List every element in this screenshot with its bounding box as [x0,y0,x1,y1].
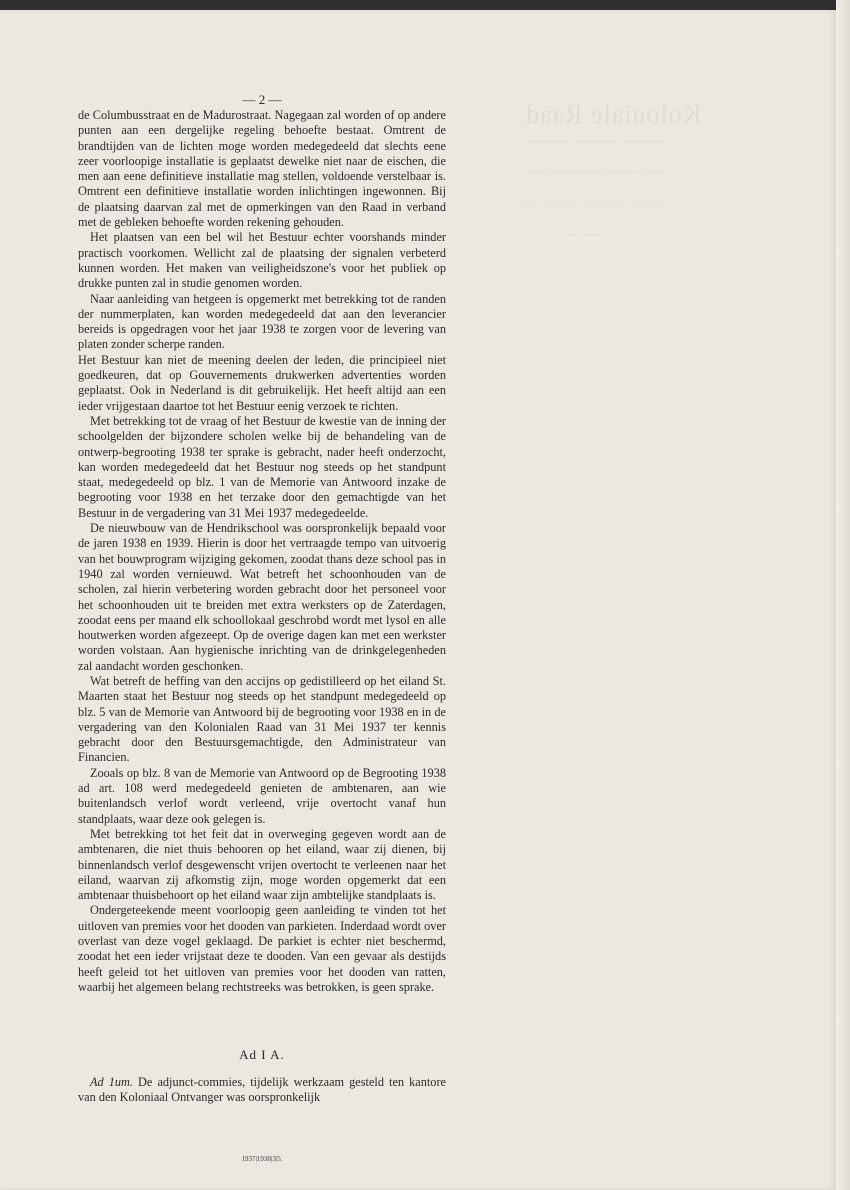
section-heading: Ad I A. [239,1047,285,1062]
paragraph: Het Bestuur kan niet de meening deelen der leden, die principieel niet goedkeuren, dat op Gouvernements drukwerken advertenties worden geplaatst. Ook in Nederland is dit gebruikelijk. Het heeft altijd aan een ieder vrijgestaan daartoe tot het Bestuur eenig verzoek te richten. [78,352,446,413]
paragraph: de Columbusstraat en de Madurostraat. Nagegaan zal worden of op andere punten aan een dergelijke regeling behoefte bestaat. Omtrent de brandtijden van de lichten moge worden medegedeeld dat slechts eene zeer voorloopige installatie is geplaatst dewelke niet naar de eischen, die men aan eene definitieve installatie mag stellen, voldoende verstelbaar is. Omtrent een definitieve installatie worden inlichtingen ingewonnen. Bij de plaatsing daarvan zal met de opmerkingen van den Raad in verband met de gebleken behoefte worden rekening gehouden. [78,108,446,230]
paragraph: Het plaatsen van een bel wil het Bestuur echter voorshands minder practisch voorkomen. Wellicht zal de plaatsing der signalen verbeterd kunnen worden. Het maken van veiligheidszone's voor het publiek op drukke punten zal in studie genomen worden. [78,230,446,291]
final-paragraph-text: De adjunct-commies, tijdelijk werkzaam gesteld ten kantore van den Koloniaal Ontvanger was oorspronkelijk [78,1075,446,1105]
scan-top-edge [0,0,850,10]
scan-right-edge [836,0,850,1190]
paragraph: Ondergeteekende meent voorloopig geen aanleiding te vinden tot het uitloven van premies voor het dooden van parkieten. Inderdaad wordt over overlast van deze vogel geklaagd. De parkiet is echter niet beschermd, zoodat het een ieder vrijstaat deze te dooden. Van een gevaar als destijds heeft geleid tot het uitloven van premies voor het dooden van ratten, waarbij het algemeen belang rechtstreeks was betrokken, is geen sprake. [78,903,446,994]
bleed-through-text: Koloniale Raad ——— ——— ——— —— ——— ———— —— ——— ———— ——— — —— — [525,100,702,240]
paragraph: Zooals op blz. 8 van de Memorie van Antwoord op de Begrooting 1938 ad art. 108 werd medegedeeld genieten de ambtenaren, aan wie buitenlandsch verlof wordt verleend, vrije overtocht vanaf hun standplaats, waar deze ook gelegen is. [78,765,446,826]
final-paragraph-lead: Ad 1um. [90,1075,133,1089]
footer-reference: 1937|1938|3|5. [241,1155,283,1163]
paragraph: De nieuwbouw van de Hendrikschool was oorspronkelijk bepaald voor de jaren 1938 en 1939. Hierin is door het vertraagde tempo van uitvoerig van het bouwprogram wijziging gekomen, zoodat thans deze school pas in 1940 zal worden vernieuwd. Wat betreft het schoonhouden van de scholen, zal hierin verbetering worden gebracht door het personeel voor het schoonhouden uit te breiden met extra werksters op de Zaterdagen, zoodat eens per maand elk schoollokaal geschrobd wordt met lysol en alle houtwerken worden afgezeept. Op de overige dagen kan met een werkster worden volstaan. Aan hygienische inrichting van de drinkgelegenheden zal aandacht worden geschonken. [78,521,446,673]
paragraph: Wat betreft de heffing van den accijns op gedistilleerd op het eiland St. Maarten staat het Bestuur nog steeds op het standpunt medegedeeld op blz. 5 van de Memorie van Antwoord bij de begrooting voor 1938 en in de vergadering van den Kolonialen Raad van 31 Mei 1937 ter kennis gebracht door den Bestuursgemachtigde, den Administrateur van Financien. [78,673,446,765]
final-paragraph [78,1075,446,1106]
page-number: — 2 — [242,92,282,107]
paragraph: Met betrekking tot de vraag of het Bestuur de kwestie van de inning der schoolgelden der bijzondere scholen welke bij de behandeling van de ontwerp-begrooting 1938 ter sprake is gebracht, nader heeft onderzocht, kan worden medegedeeld dat het Bestuur nog steeds op het standpunt staat, medegedeeld op blz. 1 van de Memorie van Antwoord inzake de begrooting voor 1938 en het terzake door den gemachtigde van het Bestuur in de vergadering van 31 Mei 1937 medegedeelde. [78,413,446,520]
body-text [78,108,446,995]
paragraph: Met betrekking tot het feit dat in overweging gegeven wordt aan de ambtenaren, die niet thuis behooren op het eiland, waar zij dienen, bij binnenlandsch verlof desgewenscht vrijen overtocht te verleenen naar het eiland, waarvan zij afkomstig zijn, moge worden opgemerkt dat een ambtenaar thuisbehoort op het eiland waar zijn ambtelijke standplaats is. [78,826,446,903]
paragraph: Naar aanleiding van hetgeen is opgemerkt met betrekking tot de randen der nummerplaten, kan worden medegedeeld dat aan den leverancier bereids is opgedragen voor het jaar 1938 te zorgen voor de levering van platen zonder scherpe randen. [78,291,446,352]
